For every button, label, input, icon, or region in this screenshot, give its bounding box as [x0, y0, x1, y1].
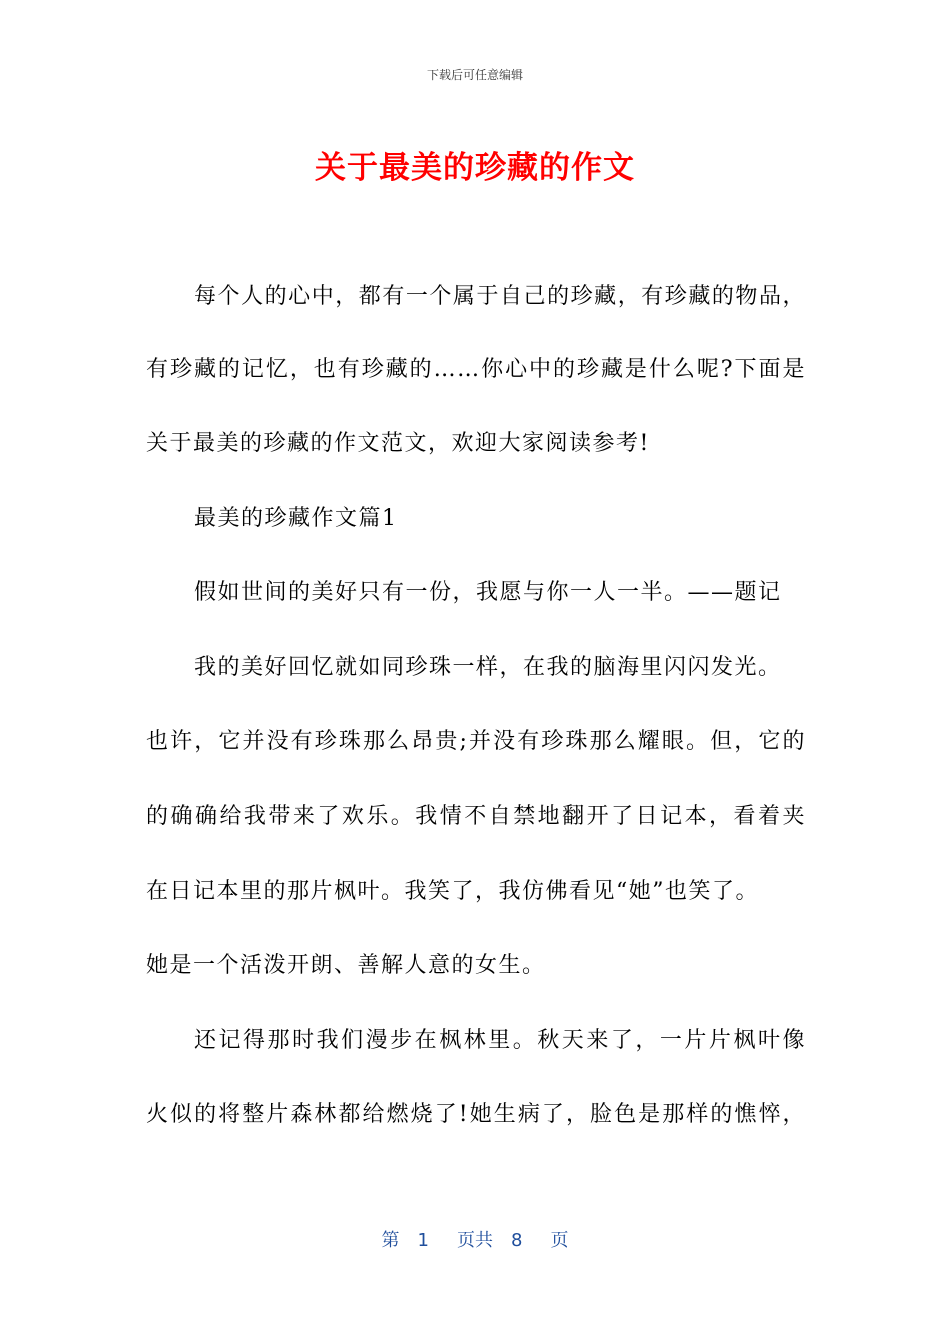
- page-footer: [0, 1226, 950, 1252]
- body-line: 还记得那时我们漫步在枫林里。秋天来了，一片片枫叶像: [194, 1028, 806, 1053]
- body-line: 她是一个活泼开朗、善解人意的女生。: [146, 953, 546, 978]
- body-line: 假如世间的美好只有一份，我愿与你一人一半。——题记: [194, 580, 782, 605]
- section-heading: 最美的珍藏作文篇1: [194, 506, 398, 531]
- body-line: 关于最美的珍藏的作文范文，欢迎大家阅读参考!: [146, 431, 650, 456]
- document-title: 关于最美的珍藏的作文: [315, 150, 635, 186]
- footer-total-pages: 8: [511, 1230, 523, 1251]
- footer-current-page: 1: [417, 1230, 429, 1251]
- body-line: 在日记本里的那片枫叶。我笑了，我仿佛看见“她”也笑了。: [146, 879, 759, 904]
- body-line: 我的美好回忆就如同珍珠一样，在我的脑海里闪闪发光。: [194, 655, 782, 680]
- footer-middle: 页共: [457, 1230, 493, 1251]
- footer-suffix: 页: [550, 1230, 569, 1251]
- body-line: 的确确给我带来了欢乐。我情不自禁地翻开了日记本，看着夹: [146, 804, 806, 829]
- body-line: 有珍藏的记忆，也有珍藏的……你心中的珍藏是什么呢?下面是: [146, 357, 806, 382]
- header-note: 下载后可任意编辑: [426, 68, 523, 82]
- body-line: 每个人的心中，都有一个属于自己的珍藏，有珍藏的物品，: [194, 284, 806, 309]
- body-line: 火似的将整片森林都给燃烧了!她生病了，脸色是那样的憔悴，: [146, 1102, 806, 1127]
- body-line: 也许，它并没有珍珠那么昂贵;并没有珍珠那么耀眼。但，它的: [146, 729, 806, 754]
- footer-prefix: 第: [381, 1230, 400, 1251]
